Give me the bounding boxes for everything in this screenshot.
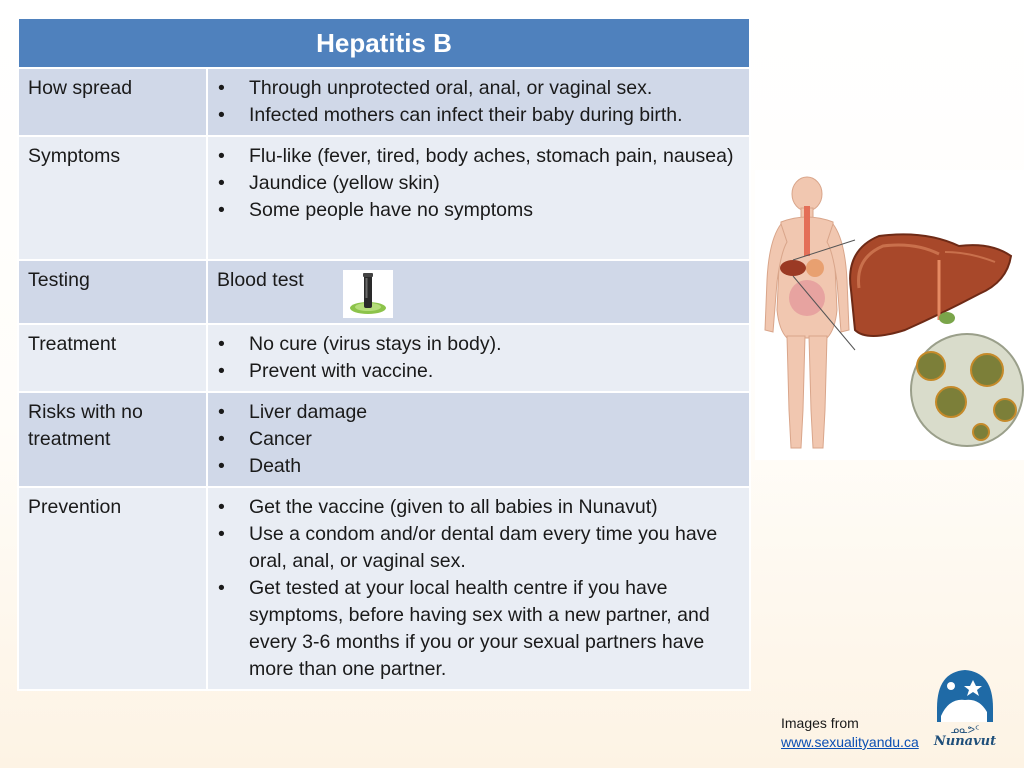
list-item: • Prevent with vaccine.: [217, 358, 741, 385]
table-row-symptoms: [18, 136, 750, 260]
list-item: • Some people have no symptoms: [217, 197, 741, 224]
table-row-prevention: [18, 487, 750, 690]
liver-anatomy-illustration: [755, 170, 1024, 460]
credit-link[interactable]: www.sexualityandu.ca: [781, 734, 919, 750]
list-item: • Use a condom and/or dental dam every time you have oral, anal, or vaginal sex.: [217, 521, 741, 575]
row-label-risks: Risks with no treatment: [18, 392, 207, 487]
hepatitis-b-table: [17, 17, 751, 691]
table-row-testing: [18, 260, 750, 324]
list-item: • Infected mothers can infect their baby during birth.: [217, 102, 741, 129]
row-content-prevention: [207, 487, 750, 690]
list-item: • Death: [217, 453, 741, 480]
table-row-risks: [18, 392, 750, 487]
list-item: • Cancer: [217, 426, 741, 453]
row-content-symptoms: [207, 136, 750, 260]
list-item: • No cure (virus stays in body).: [217, 331, 741, 358]
list-item: • Flu-like (fever, tired, body aches, stomach pain, nausea): [217, 143, 741, 170]
image-credit: [781, 714, 919, 752]
row-label-prevention: Prevention: [18, 487, 207, 690]
list-item: • Jaundice (yellow skin): [217, 170, 741, 197]
list-item: • Get the vaccine (given to all babies in Nunavut): [217, 494, 741, 521]
logo-text: Nunavut: [933, 734, 997, 748]
nunavut-logo-icon: [929, 664, 1001, 748]
blood-test-tube-icon: [343, 270, 393, 318]
row-label-testing: Testing: [18, 260, 207, 324]
testing-text: Blood test: [217, 269, 304, 291]
row-content-testing: [207, 260, 750, 324]
row-label-treatment: Treatment: [18, 324, 207, 392]
row-label-how-spread: How spread: [18, 68, 207, 136]
row-content-treatment: [207, 324, 750, 392]
logo-syllabics: ᓄᓇᕗᑦ: [950, 725, 980, 736]
table-title: Hepatitis B: [18, 18, 750, 68]
table-row-treatment: [18, 324, 750, 392]
list-item: • Get tested at your local health centre if you have symptoms, before having sex with a new partner, and every 3-6 months if you or your sexual partners have more than one partner.: [217, 575, 741, 683]
table-row-how-spread: [18, 68, 750, 136]
row-content-risks: [207, 392, 750, 487]
list-item: • Liver damage: [217, 399, 741, 426]
credit-label: Images from: [781, 715, 859, 731]
row-label-symptoms: Symptoms: [18, 136, 207, 260]
list-item: • Through unprotected oral, anal, or vaginal sex.: [217, 75, 741, 102]
row-content-how-spread: [207, 68, 750, 136]
